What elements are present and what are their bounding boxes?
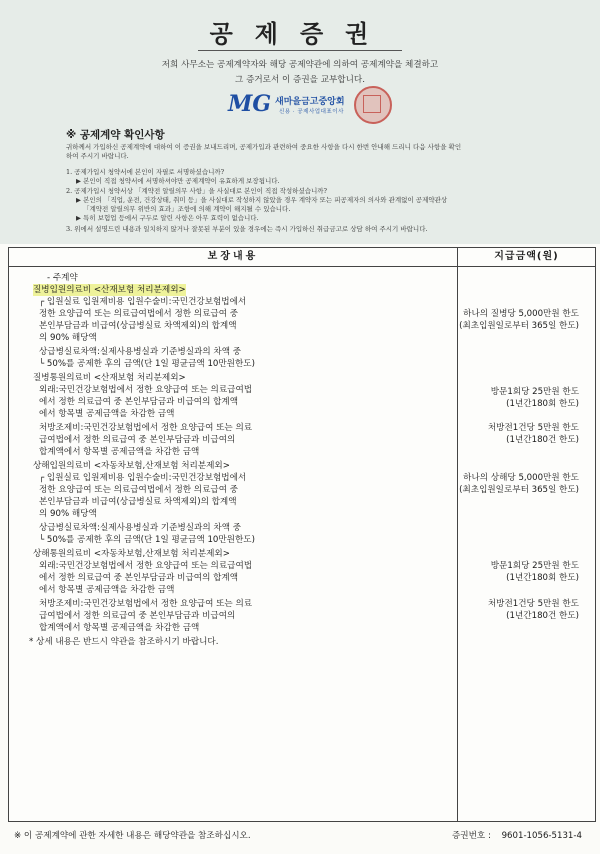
amount-line: (최초입원일로부터 365일 한도) [459, 485, 579, 495]
coverage-line: └ 50%를 공제한 후의 금액(단 1일 평균금액 10만원한도) [39, 535, 255, 545]
amount-line: 처방전1건당 5만원 한도 [487, 599, 579, 609]
coverage-line: 합계액에서 항목별 공제금액을 차감한 금액 [39, 447, 200, 457]
amount-line: (1년간180회 한도) [506, 399, 579, 409]
confirm-q1: 1. 공제가입시 청약서에 본인이 자필로 서명하셨습니까? [66, 168, 225, 176]
confirm-q3: 3. 위에서 설명드린 내용과 일치하지 않거나 잘못된 부분이 있을 경우에는 즉시 가입하신 취급금고로 상담 하여 주시기 바랍니다. [66, 225, 428, 233]
document-title: 공제증권 [209, 19, 391, 48]
coverage-line: 에서 항목별 공제금액을 차감한 금액 [39, 409, 175, 419]
title-underline [198, 50, 402, 51]
certificate-number [452, 829, 582, 841]
coverage-line: 본인부담금과 비급여(상급병실료 차액제외)의 합계액 [39, 497, 237, 507]
certificate-value: 9601-1056-5131-4 [501, 831, 582, 841]
confirm-title: ※ 공제계약 확인사항 [66, 129, 165, 141]
coverage-line: ┌ 입원실료 입원제비용 입원수술비:국민건강보험법에서 [39, 473, 247, 483]
amount-line: (1년간180건 한도) [506, 435, 579, 445]
logo-subtitle: 신용 · 공제사업대표이사 [279, 109, 344, 115]
coverage-line: - 주계약 [47, 273, 78, 283]
certificate-label: 증권번호 : [452, 831, 491, 841]
confirm-intro-1: 귀하께서 가입하신 공제계약에 대하여 이 증권을 보내드리며, 공제가입과 관련하여 중요한 사항을 다시 한번 안내해 드리니 다음 사항을 확인 [66, 143, 462, 151]
coverage-line: 에서 항목별 공제금액을 차감한 금액 [39, 585, 175, 595]
coverage-line: 의 90% 해당액 [39, 333, 97, 343]
logo-mark: MG [228, 91, 272, 117]
coverage-line: 처방조제비:국민건강보험법에서 정한 요양급여 또는 의료 [39, 423, 253, 433]
coverage-line: 합계액에서 항목별 공제금액을 차감한 금액 [39, 623, 200, 633]
confirm-a2b: 「계약전 알릴의무 위반의 효과」조항에 의해 계약이 해지될 수 있습니다. [83, 205, 291, 213]
amount-line: 처방전1건당 5만원 한도 [487, 423, 579, 433]
coverage-line: 상급병실료차액:실제사용병실과 기준병실과의 차액 중 [39, 347, 242, 357]
coverage-line: 상급병실료차액:실제사용병실과 기준병실과의 차액 중 [39, 523, 242, 533]
coverage-header: 보장내용 [207, 251, 259, 262]
coverage-line: 처방조제비:국민건강보험법에서 정한 요양급여 또는 의료 [39, 599, 253, 609]
header-panel [0, 0, 600, 244]
coverage-line: 본인부담금과 비급여(상급병실료 차액제외)의 합계액 [39, 321, 237, 331]
red-seal-stamp [354, 86, 392, 124]
coverage-line: ┌ 입원실료 입원제비용 입원수술비:국민건강보험법에서 [39, 297, 247, 307]
footer-note: ※ 이 공제계약에 관한 자세한 내용은 해당약관을 참조하십시오. [14, 831, 251, 841]
confirm-intro-2: 하여 주시기 바랍니다. [66, 152, 129, 160]
coverage-line: 외래:국민건강보험법에서 정한 요양급여 또는 의료급여법 [39, 561, 253, 571]
confirm-a2a: ▶ 본인의 「직업, 운전, 건강상태, 취미 등」을 사실대로 작성하지 않았을 경우 계약자 또는 피공제자의 의사와 관계없이 공제약관상 [76, 196, 448, 204]
amount-header: 지급금액(원) [494, 251, 559, 262]
amount-line: 하나의 상해당 5,000만원 한도 [463, 473, 579, 483]
coverage-line: 에서 정한 의료급여 중 본인부담금과 비급여의 합계액 [39, 397, 239, 407]
coverage-note: * 상세 내용은 반드시 약관을 참조하시기 바랍니다. [29, 637, 219, 647]
coverage-line: 에서 정한 의료급여 중 본인부담금과 비급여의 합계액 [39, 573, 239, 583]
amount-line: (1년간180건 한도) [506, 611, 579, 621]
coverage-table [8, 247, 596, 822]
amount-line: (1년간180회 한도) [506, 573, 579, 583]
amount-line: 방문1회당 25만원 한도 [490, 387, 579, 397]
coverage-line: 급여법에서 정한 의료급여 중 본인부담금과 비급여의 [39, 611, 236, 621]
coverage-line: 상해통원의료비 <자동차보험,산재보험 처리분제외> [33, 549, 230, 559]
amount-line: 방문1회당 25만원 한도 [490, 561, 579, 571]
intro-line-1: 저희 사무소는 공제계약자와 해당 공제약관에 의하여 공제계약을 체결하고 [161, 60, 439, 70]
header-divider [9, 266, 595, 267]
coverage-line: 질병입원의료비 <산재보험 처리분제외> [33, 285, 186, 295]
amount-line: (최초입원일로부터 365일 한도) [459, 321, 579, 331]
coverage-line: 의 90% 해당액 [39, 509, 97, 519]
column-divider [457, 248, 458, 821]
coverage-line: 급여법에서 정한 의료급여 중 본인부담금과 비급여의 [39, 435, 236, 445]
logo-name: 새마을금고중앙회 [275, 97, 345, 107]
amount-line: 하나의 질병당 5,000만원 한도 [463, 309, 579, 319]
coverage-line: 정한 요양급여 또는 의료급여법에서 정한 의료급여 중 [39, 309, 239, 319]
confirm-a2c: ▶ 특히 보험업 등에서 구두로 알린 사항은 아무 효력이 없습니다. [76, 214, 259, 222]
confirm-q2: 2. 공제가입시 청약서상 「계약전 알릴의무 사항」을 사실대로 본인이 직접 작성하셨습니까? [66, 187, 328, 195]
coverage-line: 외래:국민건강보험법에서 정한 요양급여 또는 의료급여법 [39, 385, 253, 395]
intro-line-2: 그 증거로서 이 증권을 교부합니다. [235, 75, 365, 85]
confirm-a1: ▶ 본인이 직접 청약서에 서명하셔야만 공제계약이 유효하게 보장됩니다. [76, 177, 280, 185]
coverage-line: 정한 요양급여 또는 의료급여법에서 정한 의료급여 중 [39, 485, 239, 495]
coverage-line: └ 50%를 공제한 후의 금액(단 1일 평균금액 10만원한도) [39, 359, 255, 369]
coverage-line: 상해입원의료비 <자동차보험,산재보험 처리분제외> [33, 461, 230, 471]
coverage-line: 질병통원의료비 <산재보험 처리분제외> [33, 373, 186, 383]
